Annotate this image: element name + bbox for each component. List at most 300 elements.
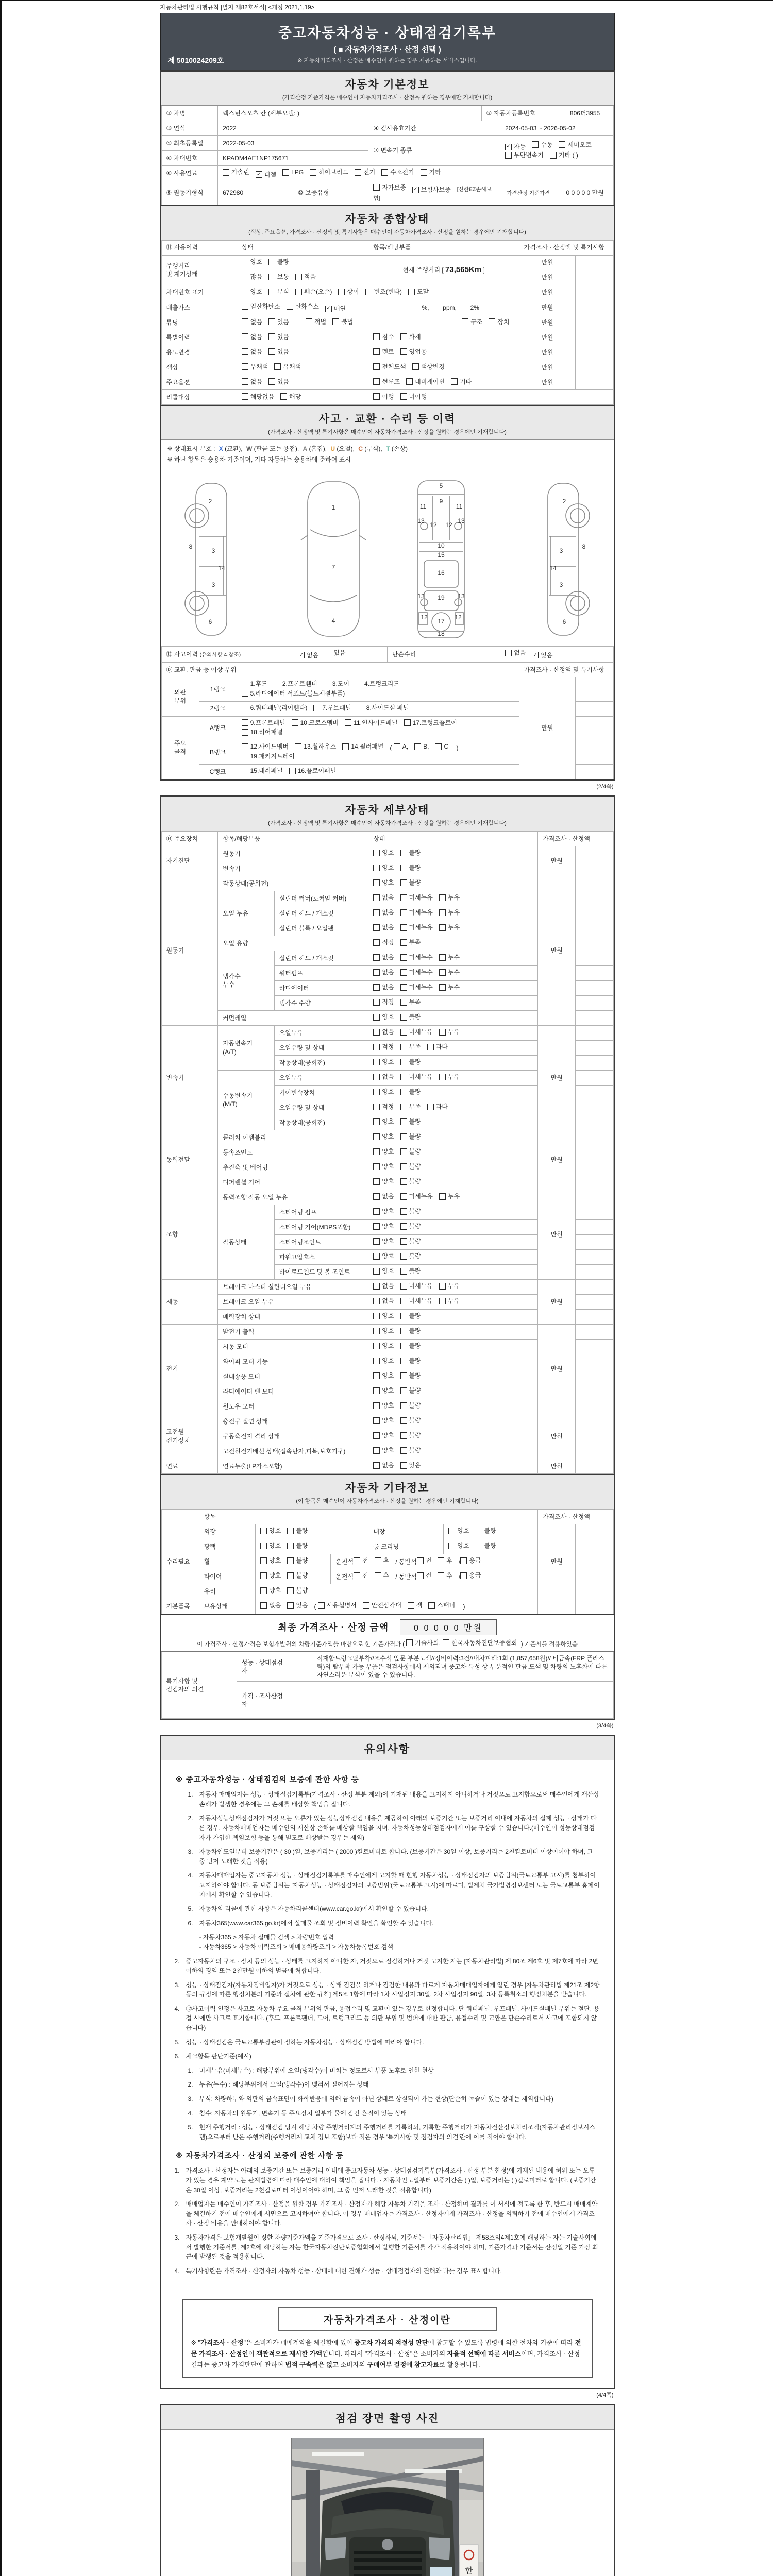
checkbox-option: [354, 1556, 368, 1565]
text: (: [390, 744, 394, 752]
empty-checkbox-icon: [373, 1118, 380, 1125]
legend-code: X: [219, 445, 223, 453]
empty-checkbox-icon: [242, 690, 248, 697]
text: 구동축전지 격리 상태: [223, 1432, 280, 1440]
text: ): [461, 1603, 465, 1611]
checkbox-option: [325, 304, 346, 313]
table-cell: [161, 1459, 218, 1473]
checkbox-label: 없음: [382, 969, 394, 976]
checkbox-label: 6.쿼터패널(리어휀다): [250, 704, 308, 712]
text: 디퍼렌셜 기어: [223, 1178, 260, 1186]
empty-checkbox-icon: [439, 894, 446, 901]
text: 작동상태(공회전): [223, 879, 269, 887]
checkbox-label: 8.사이드실 패널: [366, 704, 409, 712]
table-cell: [519, 345, 576, 360]
checkbox-option: [435, 742, 448, 751]
checkbox-option: [439, 1073, 460, 1081]
text: 가격조사 · 산정액: [543, 835, 590, 842]
checkbox-label: 누유: [447, 1297, 460, 1305]
checkbox-label: 양호: [269, 1572, 281, 1580]
text: 오일누유: [279, 1029, 304, 1037]
text: 672980: [223, 189, 244, 197]
notice-item: 4. 자동차매매업자는 중고자동차 성능 · 상태점검기록부를 매수인에게 고지할 때 현행 자동차성능 · 상태점검자의 보증범위(국토교통부 고시)를 첨부하여 고지하여야 합니다. 동 보증범위는 '자동차성능 · 상태점검자의 보증범위'(국토교통부 고시)에 따르며, 법제처 국가법령정보센터 또는 국토교통부 홈페이지에서 확인할 수 있습니다.: [188, 1872, 600, 1899]
diagram-part-number: 16: [438, 569, 445, 577]
empty-checkbox-icon: [373, 1238, 380, 1245]
text: %, ppm, 2%: [408, 303, 479, 311]
empty-checkbox-icon: [373, 1387, 380, 1394]
empty-checkbox-icon: [358, 705, 364, 711]
checkbox-label: 양호: [382, 1417, 394, 1425]
empty-checkbox-icon: [400, 1178, 407, 1185]
checkbox-option: [394, 742, 408, 751]
checkbox-label: 불량: [409, 1417, 421, 1425]
checkbox-option: [298, 651, 318, 659]
table-cell: [256, 1569, 331, 1584]
checkbox-option: [400, 938, 421, 946]
diagram-part-number: 3: [559, 547, 563, 555]
empty-checkbox-icon: [400, 1074, 407, 1080]
checkbox-option: [400, 1192, 433, 1200]
checkbox-option: [373, 1461, 394, 1469]
checkbox-option: [439, 908, 460, 917]
checkbox-option: [324, 680, 349, 688]
notice-item: 5. 성능 · 상태점검은 국토교통부장관이 정하는 자동차성능 · 상태점검 방법에 따라야 합니다.: [174, 2038, 424, 2046]
checkbox-label: 미세누유: [409, 1282, 433, 1290]
empty-checkbox-icon: [373, 1208, 380, 1215]
table-cell: [161, 151, 218, 166]
checkbox-option: [559, 141, 591, 149]
empty-checkbox-icon: [332, 318, 339, 325]
text: 및 계기상태: [166, 270, 198, 278]
checkbox-label: 미세누유: [409, 1297, 433, 1305]
checkbox-label: 부족: [409, 1103, 421, 1111]
text: 법적 구속력은 없고: [285, 2361, 339, 2368]
checkbox-option: [282, 168, 304, 176]
text: ]: [481, 266, 485, 274]
checkbox-label: 불량: [409, 1372, 421, 1380]
checkbox-label: 유채색: [283, 363, 301, 370]
empty-checkbox-icon: [373, 1163, 380, 1170]
checkbox-option: [260, 1541, 281, 1550]
checkbox-label: 3.도어: [332, 680, 349, 687]
banner-char-1: 한: [464, 2567, 473, 2576]
table-cell: [576, 1025, 613, 1040]
table-cell: [576, 375, 613, 390]
empty-checkbox-icon: [373, 184, 380, 191]
other-info-header: 자동차 기타정보 (이 항목은 매수인이 자동차가격조사 · 산정을 원하는 경우에만 기재합니다): [161, 1474, 614, 1509]
checkbox-option: [242, 273, 262, 281]
text: 이 가격조사 · 산정가격은 보험개발원의 차량기준가액을 바탕으로 한 기준가격과 (: [197, 1641, 407, 1648]
empty-checkbox-icon: [373, 1447, 380, 1454]
header-note: ※ 자동차가격조사 · 산정은 매수인이 원하는 경우 제공하는 서비스입니다.: [297, 58, 477, 64]
empty-checkbox-icon: [242, 705, 248, 711]
empty-checkbox-icon: [356, 681, 362, 687]
checkbox-label: 양호: [382, 1447, 394, 1454]
checkbox-label: 부족: [409, 1043, 421, 1051]
form-reference: 자동차관리법 시행규칙 [별지 제82호서식] <개정 2021,1,19>: [160, 5, 315, 11]
empty-checkbox-icon: [400, 1208, 407, 1215]
checkbox-label: 없음: [382, 1193, 394, 1200]
legend-desc: (요철),: [335, 445, 357, 453]
table-cell: [576, 1554, 613, 1569]
text: ⑧ 사용연료: [166, 170, 197, 177]
text: 배출가스: [166, 303, 190, 311]
car-bottom-view: [392, 476, 490, 640]
table-cell: [161, 330, 237, 345]
checkbox-option: [400, 998, 421, 1006]
text: "은 소비자가 매매계약을 체결함에 있어: [243, 2339, 355, 2347]
checkbox-option: [400, 1297, 433, 1305]
checkbox-label: 불법: [341, 318, 354, 326]
photo-area: [161, 2430, 614, 2576]
table-cell: [481, 106, 557, 121]
empty-checkbox-icon: [400, 1358, 407, 1364]
table-cell: [256, 1539, 368, 1554]
table-cell: [218, 106, 481, 121]
checkbox-option: [338, 287, 359, 296]
checkbox-label: 전기: [363, 168, 376, 176]
checkbox-option: [268, 348, 289, 356]
empty-checkbox-icon: [417, 1557, 424, 1564]
text: KPADM4AE1NP175671: [223, 154, 289, 162]
checkbox-label: 양호: [382, 1223, 394, 1230]
checkbox-option: [373, 849, 394, 857]
text: 특기사항 및: [166, 1677, 198, 1685]
empty-checkbox-icon: [287, 1572, 294, 1579]
text: 상태: [373, 835, 385, 842]
empty-checkbox-icon: [428, 1602, 435, 1609]
inspection-record-sheet: [160, 1, 615, 2576]
table-cell: [237, 330, 368, 345]
checkbox-label: 17.트렁크플로어: [412, 719, 457, 726]
table-cell: [576, 1175, 613, 1190]
checked-checkbox-icon: ✓: [256, 171, 262, 178]
table-cell: [161, 1324, 218, 1414]
text: 시동 모터: [223, 1343, 248, 1350]
checkbox-label: 안전삼각대: [371, 1602, 401, 1609]
table-cell: [199, 1584, 256, 1599]
table-cell: [576, 315, 613, 330]
text: 오일 유량: [223, 939, 248, 947]
empty-checkbox-icon: [373, 1313, 380, 1319]
notice-item: 3. 자동차인도일부터 보증기간은 ( 30 )일, 보증거리는 ( 2000 )킬로미터로 합니다. (보증기간은 30일 이상, 보증거리는 2천킬로미터 이상이어야 하며, 그 중 먼저 도래한 것을 적용): [188, 1848, 593, 1865]
empty-checkbox-icon: [550, 152, 557, 159]
text: / 동반석: [395, 1573, 417, 1581]
notice-item: 2. 누유(누수) : 해당부위에서 오일(냉각수)이 맺혀서 떨어지는 상태: [188, 2081, 369, 2089]
empty-checkbox-icon: [373, 1253, 380, 1260]
checkbox-label: 불량: [409, 849, 421, 857]
table-cell: [557, 106, 613, 121]
table-cell: [576, 1339, 613, 1354]
checkbox-option: [287, 1586, 308, 1595]
empty-checkbox-icon: [373, 1432, 380, 1439]
checkbox-option: [400, 1073, 433, 1081]
table-cell: [538, 1324, 576, 1414]
empty-checkbox-icon: [400, 1387, 407, 1394]
checkbox-label: 18.리어패널: [250, 728, 283, 736]
checkbox-label: 불량: [409, 1223, 421, 1230]
checkbox-label: 없음: [382, 954, 394, 961]
table-cell: [161, 647, 293, 662]
table-cell: [161, 1652, 237, 1719]
table-cell: [519, 677, 576, 779]
empty-checkbox-icon: [439, 1029, 446, 1036]
text: 수리필요: [166, 1557, 190, 1565]
checkbox-label: 미세누유: [409, 924, 433, 931]
text: 오일누유: [279, 1074, 304, 1081]
checkbox-label: 양호: [457, 1527, 469, 1535]
checkbox-label: 11.인사이드패널: [354, 719, 398, 726]
checkbox-option: [400, 983, 433, 991]
text: 라디에이터: [279, 984, 309, 992]
text: 항목/해당부품: [373, 244, 411, 251]
table-cell: [576, 677, 613, 701]
checkbox-option: [292, 719, 339, 727]
diagram-part-number: 1: [331, 504, 335, 512]
text: 골격: [174, 748, 187, 756]
text: 만원: [541, 289, 553, 296]
table-cell: [161, 1025, 218, 1130]
checkbox-label: 미세누유: [409, 1193, 433, 1200]
empty-checkbox-icon: [373, 1193, 380, 1200]
legend-code: U: [330, 445, 335, 453]
table-cell: [576, 1115, 613, 1130]
checkbox-option: [400, 1357, 421, 1365]
text: ※ ": [191, 2339, 200, 2347]
empty-checkbox-icon: [476, 1543, 482, 1549]
checkbox-label: 전체도색: [382, 363, 406, 370]
checkbox-option: [373, 908, 394, 917]
table-cell: [274, 1085, 368, 1100]
table-cell: [576, 270, 613, 285]
diagram-part-number: 19: [438, 594, 445, 602]
table-cell: [237, 390, 368, 405]
checkbox-label: 불량: [484, 1527, 496, 1535]
table-cell: [199, 1599, 256, 1614]
empty-checkbox-icon: [242, 318, 248, 325]
checkbox-label: 없음: [382, 1462, 394, 1469]
text: 동력전달: [166, 1156, 190, 1164]
table-cell: [576, 1354, 613, 1369]
checkbox-option: [289, 767, 337, 775]
section-page2: [160, 795, 615, 1720]
checkbox-option: [287, 1571, 308, 1580]
checkbox-option: [373, 1252, 394, 1260]
legend-code: T: [386, 445, 390, 453]
inspector-opinion-table: [161, 1652, 614, 1719]
empty-checkbox-icon: [400, 1372, 407, 1379]
final-price-value: 0 0 0 0 0 만원: [400, 1619, 497, 1635]
empty-checkbox-icon: [400, 1148, 407, 1155]
text: 타이로드엔드 및 볼 조인트: [279, 1268, 350, 1276]
checkbox-option: [242, 287, 262, 296]
empty-checkbox-icon: [282, 169, 289, 176]
table-cell: [368, 1055, 538, 1070]
checkbox-option: [439, 1028, 460, 1036]
empty-checkbox-icon: [400, 1402, 407, 1409]
table-cell: [576, 360, 613, 375]
accident-history-row: [161, 646, 614, 662]
table-cell: [538, 1190, 576, 1279]
checkbox-label: 9.프론트패널: [250, 719, 285, 726]
diagram-part-number: 13: [417, 517, 425, 525]
empty-checkbox-icon: [400, 894, 407, 901]
checkbox-label: 한국자동차진단보증협회: [451, 1639, 517, 1647]
empty-checkbox-icon: [373, 1417, 380, 1424]
text: 오일유량 및 상태: [279, 1044, 325, 1052]
table-cell: [368, 906, 538, 921]
table-cell: [519, 255, 576, 270]
checkbox-option: [373, 183, 406, 192]
checkbox-option: [242, 318, 262, 326]
table-cell: [387, 647, 500, 662]
table-cell: [331, 1569, 538, 1584]
notice-item: 1. 가격조사 · 산정자는 아래의 보증기간 또는 보증거리 이내에 중고자동차 성능 · 상태점검기록부(가격조사 · 산정 부분 한정)에 기재된 내용에 허위 또는 오류가 있는 경우 계약 또는 관계법령에 따라 매수인에 대하여 책임을 집니다. · 자동차인도일부터 보증기간은 ( )일, 보증거리는 ( )킬로미터로 합니다. (보증기간은 30일 이상, 보증거리는 2천킬로미터 이상이어야 하며, 그 중 먼저 도래한 것을 적용합니다): [174, 2167, 596, 2194]
table-cell: [274, 1249, 368, 1264]
checkbox-label: 가솔린: [231, 168, 249, 176]
checkbox-option: [400, 1342, 421, 1350]
table-cell: [538, 1599, 576, 1614]
final-price-note: [161, 1638, 614, 1648]
text: 만원: [550, 1432, 563, 1440]
checkbox-option: [489, 318, 509, 326]
table-cell: [368, 846, 538, 861]
empty-checkbox-icon: [408, 1602, 414, 1609]
checkbox-label: 없음: [250, 348, 262, 355]
checkbox-label: 무채색: [250, 363, 268, 370]
checkbox-label: 없음: [514, 649, 526, 657]
checkbox-label: 불량: [409, 1088, 421, 1096]
empty-checkbox-icon: [400, 865, 407, 871]
checkbox-label: 침수: [382, 333, 394, 341]
empty-checkbox-icon: [505, 152, 512, 159]
checkbox-option: [375, 1571, 390, 1580]
table-cell: [161, 831, 218, 846]
empty-checkbox-icon: [400, 1163, 407, 1170]
checkbox-label: 양호: [382, 1312, 394, 1320]
checkbox-label: 불량: [409, 1118, 421, 1126]
empty-checkbox-icon: [400, 1447, 407, 1454]
legend-code: W: [246, 445, 253, 453]
text: 만원: [550, 947, 563, 955]
empty-checkbox-icon: [242, 729, 248, 736]
table-cell: [161, 1279, 218, 1324]
checkbox-option: [268, 287, 289, 296]
table-cell: [576, 330, 613, 345]
checkbox-option: [373, 1312, 394, 1320]
checkbox-label: C: [444, 743, 449, 751]
diagram-part-number: 13: [458, 592, 465, 600]
checkbox-option: [373, 923, 394, 931]
checkbox-option: [400, 1147, 421, 1156]
checkbox-label: 있음: [277, 333, 289, 341]
text: (M/T): [223, 1100, 238, 1108]
table-cell: [368, 315, 519, 330]
empty-checkbox-icon: [373, 1372, 380, 1379]
empty-checkbox-icon: [287, 1557, 294, 1564]
text: 2022-05-03: [223, 139, 255, 147]
table-cell: [576, 921, 613, 936]
diagram-part-number: 14: [549, 565, 557, 572]
table-cell: [161, 1414, 218, 1459]
text: 유리: [204, 1587, 216, 1595]
text: 로 활용됩니다.: [439, 2361, 480, 2368]
table-cell: [368, 1040, 538, 1055]
checkbox-option: [476, 1527, 496, 1535]
text: 적재함트렁크탈부착//조수석 앞문 부분도색//정비이력:3건//내차피해:1회 (1,857,658원)// 비금속(FRP 플라스틱)의 탈부착 가능 부품은 점검사항에서 제외되며 중고차 특성 상 부분적인 판금,도색 및 차량의 노후화에 따른 자연스러운 부식이 있을 수 있습니다.: [316, 1654, 608, 1679]
checkbox-option: [400, 1058, 421, 1066]
checkbox-label: 상이: [347, 288, 359, 296]
checkbox-label: 사용설명서: [326, 1602, 357, 1609]
empty-checkbox-icon: [400, 924, 407, 931]
checkbox-label: 많음: [250, 273, 262, 281]
checkbox-option: [400, 1043, 421, 1051]
checkbox-label: 불량: [409, 1357, 421, 1365]
empty-checkbox-icon: [242, 274, 248, 280]
checkbox-option: [363, 1601, 401, 1609]
table-cell: [161, 1509, 199, 1524]
empty-checkbox-icon: [268, 274, 275, 280]
checkbox-option: [358, 704, 409, 712]
checkbox-option: [332, 318, 353, 326]
checked-checkbox-icon: ✓: [298, 652, 305, 658]
checkbox-option: [373, 1267, 394, 1275]
text: 자기진단: [166, 857, 190, 865]
checkbox-label: 양호: [382, 1133, 394, 1141]
text: 만원: [550, 1462, 563, 1470]
checkbox-label: 화재: [409, 333, 421, 341]
checkbox-option: [439, 1192, 460, 1200]
notice-header: 유의사항: [161, 1736, 614, 1760]
table-cell: [218, 1070, 275, 1130]
table-cell: [218, 1384, 368, 1399]
text: 자: [241, 1700, 248, 1708]
table-cell: [218, 1459, 368, 1473]
table-cell: [368, 1025, 538, 1040]
empty-checkbox-icon: [373, 999, 380, 1006]
checkbox-label: 과다: [435, 1103, 448, 1111]
checkbox-option: [260, 1556, 281, 1565]
empty-checkbox-icon: [400, 954, 407, 961]
checkbox-label: 12.사이드멤버: [250, 743, 289, 751]
checkbox-option: [256, 171, 276, 179]
checkbox-label: 도말: [416, 288, 429, 296]
empty-checkbox-icon: [373, 1133, 380, 1140]
diagram-part-number: 7: [331, 564, 335, 571]
checkbox-option: [375, 1556, 390, 1565]
empty-checkbox-icon: [400, 1118, 407, 1125]
empty-checkbox-icon: [373, 1298, 380, 1304]
checkbox-label: 누수: [447, 969, 460, 976]
empty-checkbox-icon: [438, 1557, 444, 1564]
checkbox-option: [412, 363, 445, 371]
text: 렉스턴스포츠 칸 (세부모델: ): [223, 109, 299, 117]
text: 소비자의: [339, 2361, 367, 2368]
empty-checkbox-icon: [439, 969, 446, 976]
checkbox-option: [373, 1117, 394, 1126]
diagram-part-number: 6: [562, 618, 566, 626]
table-cell: [161, 662, 519, 677]
table-cell: [576, 716, 613, 740]
empty-checkbox-icon: [313, 705, 320, 711]
checkbox-label: 4.트렁크리드: [364, 680, 399, 687]
table-cell: [576, 764, 613, 779]
text: / 동반석: [395, 1558, 417, 1566]
checkbox-option: [427, 1103, 448, 1111]
text: 용도변경: [166, 349, 190, 357]
status-code-legend: [161, 440, 614, 454]
text: 운전석: [335, 1573, 354, 1581]
